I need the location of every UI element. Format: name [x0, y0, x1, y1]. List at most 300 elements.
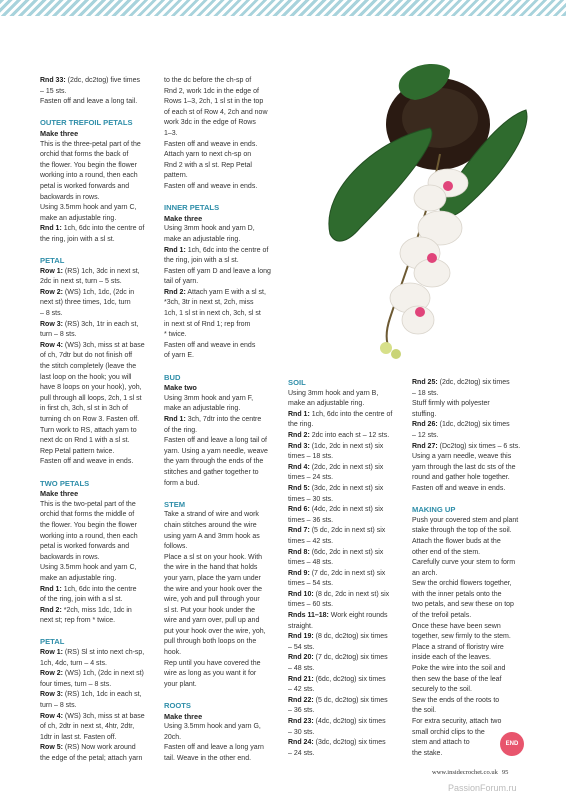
line-text: petal is worked forwards and: [40, 182, 130, 190]
text-line: [164, 351, 276, 362]
text-line: [164, 733, 276, 744]
text-line: [288, 675, 400, 686]
line-text: make an adjustable ring.: [164, 405, 241, 413]
line-text: times – 18 sts.: [288, 453, 334, 461]
spacer: [164, 489, 276, 500]
text-line: [40, 394, 152, 405]
text-line: [40, 362, 152, 373]
text-line: [40, 330, 152, 341]
line-text: backwards in rows.: [40, 553, 100, 561]
line-text: to the dc before the ch-sp of: [164, 77, 252, 84]
line-text: (RS) 1ch, 3dc in next st,: [62, 267, 140, 275]
round-label: Rnd 10:: [288, 590, 314, 598]
line-text: Place a strand of floristry wire: [412, 643, 504, 651]
line-text: work 3dc in the edge of Rows: [164, 119, 256, 127]
watermark: PassionForum.ru: [448, 783, 517, 793]
spacer: [412, 495, 524, 506]
text-line: [412, 431, 524, 442]
round-label: Rnd 9:: [288, 569, 310, 577]
text-line: [288, 420, 400, 431]
line-text: sl st. Put your hook under the: [164, 606, 256, 614]
text-line: [40, 351, 152, 362]
text-line: [412, 442, 524, 453]
line-text: stem and attach to: [412, 739, 470, 747]
text-column-3: [288, 378, 400, 759]
text-line: [164, 585, 276, 596]
text-line: [288, 749, 400, 760]
text-line: [412, 600, 524, 611]
text-line: [40, 585, 152, 596]
text-line: [164, 267, 276, 278]
round-label: Rnd 2:: [164, 288, 186, 296]
text-line: [40, 224, 152, 235]
round-label: Row 1:: [40, 267, 63, 275]
text-line: [40, 309, 152, 320]
section-heading: BUD: [164, 372, 181, 382]
line-text: – 42 sts.: [288, 686, 315, 694]
line-text: make an adjustable ring.: [40, 214, 117, 222]
text-line: [164, 754, 276, 765]
text-line: [288, 622, 400, 633]
round-label: Rnds 11–18:: [288, 612, 329, 620]
line-text: turn – 8 sts.: [40, 702, 77, 710]
section-heading: SOIL: [288, 378, 306, 387]
text-line: [288, 590, 400, 601]
text-line: [412, 389, 524, 400]
line-text: yarn through the last dc sts of the: [412, 463, 516, 471]
line-text: petal is worked forwards and: [40, 543, 130, 551]
line-text: (WS) 1ch, 1dc, (2dc in: [62, 288, 135, 296]
round-label: Rnd 2:: [288, 431, 310, 439]
line-text: Fasten off yarn D and leave a long: [164, 267, 271, 275]
spacer: [164, 690, 276, 701]
text-line: [164, 171, 276, 182]
line-text: *2ch, miss 1dc, 1dc in: [61, 606, 132, 614]
text-line: [288, 410, 400, 421]
text-line: [164, 182, 276, 193]
text-line: [412, 653, 524, 664]
text-line: [164, 415, 276, 426]
text-line: [288, 526, 400, 537]
line-text: 1ch, 6dc into the centre of: [185, 246, 269, 254]
line-text: Fasten off and leave a long yarn: [164, 744, 264, 752]
line-text: other end of the stem.: [412, 548, 481, 556]
text-line: [164, 341, 276, 352]
line-text: pull through all loops, 2ch, 1 sl st: [40, 394, 142, 402]
line-text: stake through the top of the soil.: [412, 527, 512, 535]
section-heading: OUTER TREFOIL PETALS: [40, 118, 133, 128]
line-text: times – 30 sts.: [288, 495, 334, 503]
line-text: stitches and gather together to: [164, 468, 259, 476]
bud: [391, 349, 401, 359]
line-text: Fasten off and weave in ends.: [40, 458, 134, 466]
text-line: [40, 532, 152, 543]
line-text: Rnd 2, work 1dc in the edge of: [164, 87, 259, 95]
line-text: Using 3mm hook and yarn F,: [164, 394, 254, 402]
round-label: Rnd 3:: [288, 442, 310, 450]
line-text: the stake.: [412, 749, 443, 757]
text-line: [164, 542, 276, 553]
line-text: the ring.: [288, 421, 314, 429]
line-text: your yarn, place the yarn under: [164, 574, 261, 582]
text-line: [288, 442, 400, 453]
round-label: Row 2:: [40, 670, 63, 678]
line-text: wire and yarn over, pull up and: [164, 617, 260, 625]
section-subheading: Make three: [40, 128, 79, 138]
text-line: [288, 537, 400, 548]
text-line: [40, 415, 152, 426]
text-line: [164, 553, 276, 564]
line-text: your plant.: [164, 680, 197, 688]
round-label: Rnd 4:: [288, 463, 310, 471]
line-text: Fasten off and leave a long tail.: [40, 98, 138, 106]
line-text: have 8 loops on your hook), yoh,: [40, 384, 142, 392]
line-text: Rep until you have covered the: [164, 659, 261, 667]
round-label: Row 1:: [40, 649, 63, 657]
line-text: (8 dc, 2dc in next st) six: [313, 590, 390, 598]
line-text: – 12 sts.: [412, 431, 439, 439]
line-text: (5 dc, 2dc in next st) six: [309, 527, 386, 535]
text-line: [40, 161, 152, 172]
text-line: [164, 436, 276, 447]
line-text: last loop on the hook; you will: [40, 373, 132, 381]
text-line: [164, 320, 276, 331]
round-label: Rnd 23:: [288, 718, 314, 725]
line-text: hook.: [164, 649, 182, 657]
text-line: [40, 722, 152, 733]
line-text: Fasten off and weave in ends.: [412, 484, 506, 492]
line-text: Once these have been sewn: [412, 622, 501, 630]
spacer: [40, 468, 152, 479]
text-line: [412, 590, 524, 601]
text-line: [288, 706, 400, 717]
round-label: Row 2:: [40, 288, 63, 296]
line-text: This is the two-petal part of the: [40, 500, 136, 508]
line-text: – 48 sts.: [288, 665, 315, 673]
text-line: [164, 118, 276, 129]
line-text: yarn. Using a yarn needle, weave: [164, 447, 268, 455]
line-text: Rnd 2 with a sl st. Rep Petal: [164, 161, 252, 169]
section-subheading: Make three: [164, 711, 203, 721]
line-text: Take a strand of wire and work: [164, 511, 259, 519]
text-line: [164, 129, 276, 140]
text-line: [164, 627, 276, 638]
text-line: [40, 97, 152, 108]
line-text: (1dc, 2dc in next st) six: [309, 442, 384, 450]
line-text: next dc on Rnd 1 with a sl st.: [40, 437, 130, 445]
line-text: wire as long as you want it for: [164, 670, 257, 678]
line-text: Place a sl st on your hook. With: [164, 553, 263, 561]
text-line: [412, 484, 524, 495]
text-line: [40, 404, 152, 415]
line-text: turn – 8 sts.: [40, 331, 77, 339]
line-text: – 8 sts.: [40, 310, 63, 318]
line-text: (2dc, dc2tog) five times: [65, 77, 140, 84]
line-text: of each st of Row 4, 2ch and now: [164, 108, 268, 116]
text-line: [288, 484, 400, 495]
text-line: [412, 675, 524, 686]
text-line: [40, 277, 152, 288]
line-text: Rows 1–3, 2ch, 1 sl st in the top: [164, 98, 264, 106]
text-line: [40, 680, 152, 691]
line-text: small orchid clips to the: [412, 728, 485, 736]
text-line: [164, 256, 276, 267]
line-text: *3ch, 3tr in next st, 2ch, miss: [164, 299, 254, 307]
text-line: [40, 267, 152, 278]
text-line: [412, 664, 524, 675]
line-text: make an adjustable ring.: [164, 235, 241, 243]
page-number: 95: [501, 769, 509, 776]
text-line: [412, 632, 524, 643]
round-label: Rnd 21:: [288, 675, 314, 683]
text-line: [412, 537, 524, 548]
spacer: [164, 193, 276, 204]
text-line: [164, 648, 276, 659]
line-text: of the trefoil petals.: [412, 612, 472, 620]
text-line: [288, 611, 400, 622]
text-line: [40, 659, 152, 670]
line-text: the edge of the petal; attach yarn: [40, 755, 143, 762]
line-text: (6dc, 2dc in next st) six: [309, 548, 384, 556]
text-line: [288, 632, 400, 643]
text-line: [40, 521, 152, 532]
text-line: [164, 76, 276, 87]
round-label: Row 4:: [40, 341, 63, 349]
line-text: (4dc, 2dc in next st) six: [309, 506, 384, 514]
line-text: orchid that forms the back of: [40, 151, 129, 159]
line-text: Fasten off and weave in ends.: [164, 182, 258, 190]
line-text: (WS) 1ch, (2dc in next st): [62, 670, 144, 678]
text-line: [164, 277, 276, 288]
line-text: (1dc, dc2tog) six times: [437, 421, 510, 429]
text-line: [288, 738, 400, 749]
text-line: [40, 447, 152, 458]
line-text: (WS) 3ch, miss st at base: [62, 341, 145, 349]
line-text: (8 dc, dc2tog) six times: [313, 633, 388, 641]
round-label: Rnd 20:: [288, 654, 314, 662]
line-text: turning ch on Row 3. Fasten off.: [40, 416, 140, 423]
text-line: [412, 452, 524, 463]
line-text: two petals, and sew these on top: [412, 601, 514, 609]
spacer: [40, 246, 152, 257]
text-line: [164, 743, 276, 754]
line-text: Attach yarn E with a sl st,: [185, 288, 266, 296]
text-line: [40, 87, 152, 98]
round-label: Rnd 7:: [288, 527, 310, 535]
line-text: * twice.: [164, 331, 187, 339]
line-text: 2dc into each st – 12 sts.: [309, 431, 390, 439]
text-line: [40, 500, 152, 511]
text-column-1: [40, 76, 152, 765]
line-text: working into a round, then each: [40, 172, 138, 180]
line-text: Push your covered stem and plant: [412, 516, 519, 524]
line-text: Fasten off and weave in ends.: [164, 140, 258, 148]
line-text: the wire and your hook over the: [164, 585, 263, 593]
line-text: in next st of Rnd 1; rep from: [164, 320, 251, 328]
line-text: times – 36 sts.: [288, 516, 334, 524]
line-text: Fasten off and leave a long tail of: [164, 437, 267, 445]
round-label: Rnd 27:: [412, 442, 438, 450]
text-line: [164, 479, 276, 490]
line-text: pull through both loops on the: [164, 638, 257, 646]
line-text: working into a round, then each: [40, 532, 138, 540]
line-text: Stuff firmly with polyester: [412, 400, 490, 408]
text-line: [412, 706, 524, 717]
line-text: straight.: [288, 622, 313, 630]
line-text: inside each of the leaves.: [412, 654, 491, 662]
text-line: [288, 452, 400, 463]
line-text: of the ring.: [164, 426, 198, 434]
line-text: make an adjustable ring.: [40, 574, 117, 582]
text-line: [40, 383, 152, 394]
line-text: 1–3.: [164, 129, 178, 137]
line-text: times – 60 sts.: [288, 601, 334, 609]
text-line: [40, 426, 152, 437]
line-text: follows.: [164, 543, 188, 551]
bud: [380, 342, 392, 354]
line-text: Using 3mm hook and yarn D,: [164, 225, 255, 233]
round-label: Rnd 1:: [288, 410, 310, 418]
line-text: securely to the soil.: [412, 686, 472, 694]
line-text: 1ch, 6dc into the centre: [61, 585, 137, 593]
line-text: the ring, join with a sl st.: [40, 235, 115, 243]
line-text: Using a yarn needle, weave this: [412, 453, 512, 461]
text-line: [164, 680, 276, 691]
line-text: the ring, join with a sl st.: [164, 257, 239, 265]
text-line: [40, 733, 152, 744]
text-line: [40, 182, 152, 193]
line-text: 1ch, 4dc, turn – 4 sts.: [40, 659, 107, 667]
text-line: [412, 548, 524, 559]
line-text: 20ch.: [164, 733, 182, 741]
line-text: 1ch, 6dc into the centre of: [61, 225, 145, 233]
round-label: Row 3:: [40, 320, 63, 328]
text-line: [412, 569, 524, 580]
text-line: [40, 690, 152, 701]
line-text: Using 3.5mm hook and yarn G,: [164, 723, 261, 731]
text-line: [412, 420, 524, 431]
section-subheading: Make three: [164, 213, 203, 223]
text-line: [40, 743, 152, 754]
text-line: [40, 542, 152, 553]
text-line: [412, 717, 524, 728]
line-text: then sew the base of the leaf: [412, 675, 502, 683]
line-text: For extra security, attach two: [412, 718, 502, 725]
text-line: [40, 754, 152, 765]
text-line: [412, 399, 524, 410]
text-line: [288, 431, 400, 442]
text-line: [40, 203, 152, 214]
flowers: [390, 169, 468, 334]
text-line: [288, 389, 400, 400]
text-line: [164, 510, 276, 521]
round-label: Rnd 33:: [40, 77, 66, 84]
line-text: pattern.: [164, 172, 188, 180]
line-text: – 18 sts.: [412, 389, 439, 397]
line-text: Attach the flower buds at the: [412, 537, 501, 545]
line-text: (7 dc, dc2tog) six times: [313, 654, 388, 662]
text-column-2: [164, 76, 276, 765]
line-text: (3dc, 2dc in next st) six: [309, 484, 384, 492]
line-text: – 36 sts.: [288, 707, 315, 715]
end-badge: END: [500, 732, 524, 756]
round-label: Rnd 26:: [412, 421, 438, 429]
text-line: [40, 701, 152, 712]
section-heading: STEM: [164, 499, 186, 509]
text-line: [40, 457, 152, 468]
line-text: times – 24 sts.: [288, 474, 334, 482]
site-url: www.insidecrochet.co.uk: [432, 769, 498, 776]
text-line: [164, 288, 276, 299]
page-footer: [432, 768, 508, 779]
line-text: the stitch completely (leave the: [40, 363, 137, 371]
round-label: Rnd 1:: [164, 246, 186, 254]
text-line: [288, 495, 400, 506]
section-heading: INNER PETALS: [164, 203, 220, 213]
line-text: (5 dc, dc2tog) six times: [313, 696, 388, 704]
text-line: [40, 320, 152, 331]
line-text: (RS) Now work around: [62, 744, 136, 752]
text-column-4: [412, 378, 524, 759]
text-line: [288, 717, 400, 728]
text-line: [412, 685, 524, 696]
text-line: [164, 140, 276, 151]
text-line: [40, 436, 152, 447]
line-text: Rep Petal pattern twice.: [40, 447, 115, 455]
text-line: [164, 394, 276, 405]
text-line: [288, 696, 400, 707]
line-text: together, sew firmly to the stem.: [412, 633, 511, 641]
text-line: [288, 579, 400, 590]
line-text: This is the three-petal part of the: [40, 140, 141, 148]
round-label: Rnd 22:: [288, 696, 314, 704]
line-text: (RS) 1ch, 1dc in each st,: [62, 691, 142, 699]
line-text: form a bud.: [164, 479, 200, 487]
text-line: [412, 473, 524, 484]
text-line: [40, 606, 152, 617]
line-text: (WS) 3ch, miss st at base: [62, 712, 145, 720]
text-line: [288, 558, 400, 569]
text-line: [164, 404, 276, 415]
section-heading: TWO PETALS: [40, 478, 90, 488]
line-text: put your hook over the wire, yoh,: [164, 627, 266, 635]
line-text: next st; rep from * twice.: [40, 617, 116, 625]
text-line: [40, 373, 152, 384]
line-text: Using 3.5mm hook and yarn C,: [40, 564, 137, 572]
line-text: in first ch, 3ch, sl st in 3ch of: [40, 405, 128, 413]
text-line: [40, 76, 152, 87]
text-line: [164, 161, 276, 172]
round-label: Rnd 2:: [40, 606, 62, 614]
text-line: [412, 622, 524, 633]
line-text: (RS) 3ch, 1tr in each st,: [62, 320, 139, 328]
text-line: [412, 463, 524, 474]
orchid-photo: [290, 58, 536, 370]
line-text: the flower. You begin the flower: [40, 161, 137, 169]
text-line: [40, 341, 152, 352]
text-line: [164, 330, 276, 341]
text-line: [164, 298, 276, 309]
round-label: Rnd 25:: [412, 379, 438, 386]
text-line: [40, 214, 152, 225]
text-line: [40, 563, 152, 574]
round-label: Rnd 19:: [288, 633, 314, 641]
spacer: [164, 362, 276, 373]
line-text: 1ch, 6dc into the centre of: [309, 410, 393, 418]
text-line: [288, 505, 400, 516]
line-text: Work eight rounds: [328, 612, 388, 620]
line-text: Poke the wire into the soil and: [412, 665, 506, 673]
